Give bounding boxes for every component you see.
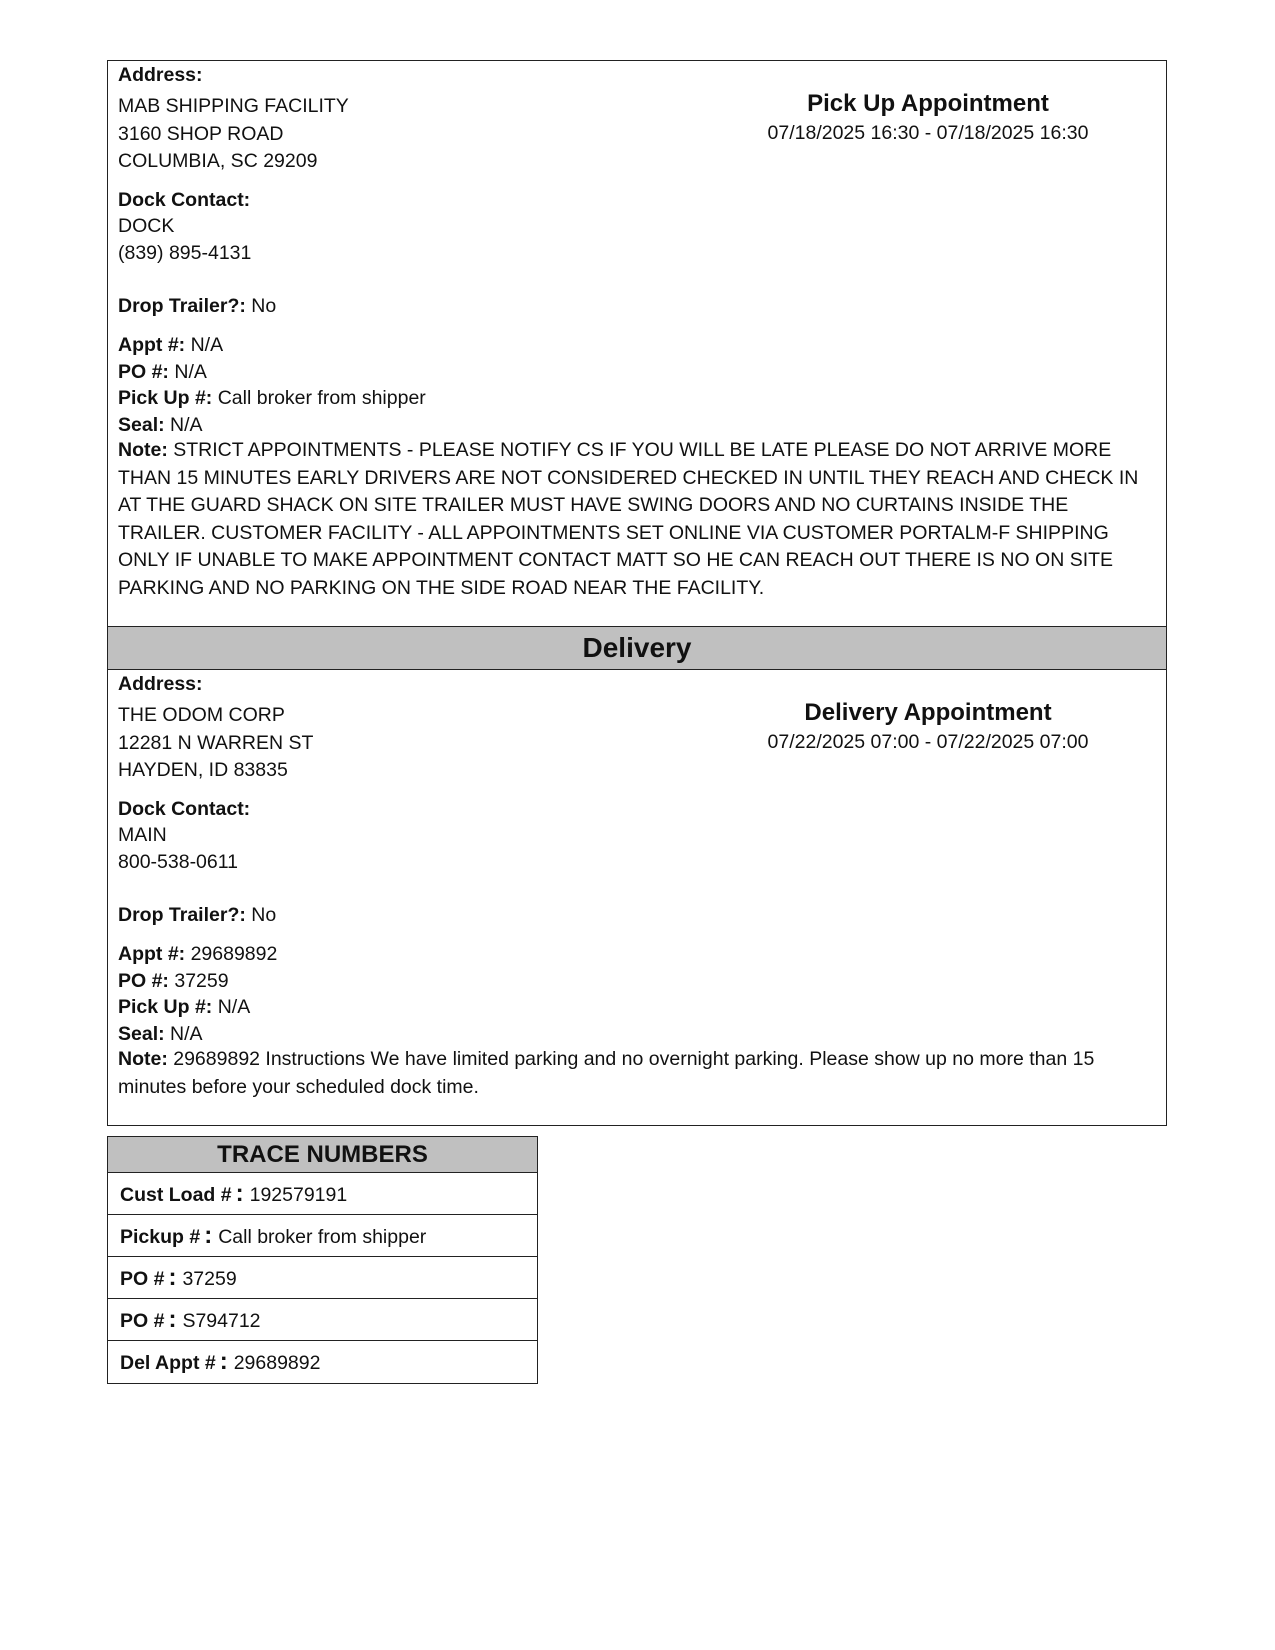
pickup-appt-number — [118, 331, 223, 359]
delivery-pickup-value: N/A — [212, 996, 251, 1018]
delivery-address-line-2: 12281 N WARREN ST — [118, 732, 314, 754]
pickup-address-line-2: 3160 SHOP ROAD — [118, 123, 284, 145]
trace-row-label: Del Appt # — [120, 1352, 216, 1374]
delivery-appt-label: Appt #: — [118, 943, 186, 965]
trace-row-label: PO # — [120, 1268, 165, 1290]
delivery-appointment — [748, 698, 1108, 756]
pickup-seal-value: N/A — [164, 414, 203, 436]
delivery-address-line-3: HAYDEN, ID 83835 — [118, 759, 288, 781]
trace-row-label: Cust Load # — [120, 1184, 232, 1206]
delivery-section — [108, 670, 1166, 1125]
delivery-section-header: Delivery — [108, 626, 1166, 670]
delivery-note — [118, 1046, 1156, 1101]
delivery-dock-contact-name: MAIN — [118, 824, 167, 846]
delivery-appt-value: 29689892 — [185, 943, 278, 965]
trace-numbers-table — [107, 1136, 538, 1384]
trace-row-value: 29689892 — [233, 1352, 321, 1374]
delivery-dock-contact-label: Dock Contact: — [118, 798, 251, 820]
pickup-drop-trailer-value: No — [245, 295, 277, 317]
delivery-appointment-title: Delivery Appointment — [804, 699, 1052, 726]
colon-glyph: : — [168, 1264, 177, 1291]
stops-box — [107, 60, 1167, 1126]
trace-numbers-title: TRACE NUMBERS — [108, 1137, 537, 1173]
pickup-appointment-time: 07/18/2025 16:30 - 07/18/2025 16:30 — [767, 122, 1089, 144]
pickup-address-label: Address: — [118, 64, 203, 86]
delivery-pickup-number — [118, 993, 250, 1021]
trace-row-label: PO # — [120, 1310, 165, 1332]
pickup-address-line-1: MAB SHIPPING FACILITY — [118, 95, 349, 117]
pickup-note-value: STRICT APPOINTMENTS - PLEASE NOTIFY CS IF YOU WILL BE LATE PLEASE DO NOT ARRIVE MORE THAN 15 MINUTES EARLY DRIVERS ARE NOT CONSIDERED CHECKED IN UNTIL THEY REACH AND CHECK IN AT THE GUARD SHACK ON SITE TRAILER MUST HAVE SWING DOORS AND NO CURTAINS INSIDE THE TRAILER. CUSTOMER FACILITY - ALL APPOINTMENTS SET ONLINE VIA CUSTOMER PORTALM-F SHIPPING ONLY IF UNABLE TO MAKE APPOINTMENT CONTACT MATT SO HE CAN REACH OUT THERE IS NO ON SITE PARKING AND NO PARKING ON THE SIDE ROAD NEAR THE FACILITY. — [118, 439, 1139, 599]
colon-glyph: : — [219, 1348, 228, 1375]
delivery-dock-contact-phone: 800-538-0611 — [118, 851, 238, 873]
pickup-section — [108, 61, 1166, 626]
delivery-appt-number — [118, 940, 277, 968]
pickup-pickup-label: Pick Up #: — [118, 387, 213, 409]
delivery-seal-value: N/A — [164, 1023, 203, 1045]
pickup-address-line-3: COLUMBIA, SC 29209 — [118, 150, 318, 172]
delivery-note-value: 29689892 Instructions We have limited parking and no overnight parking. Please show up no more than 15 minutes before your scheduled dock time. — [118, 1048, 1095, 1098]
pickup-appt-label: Appt #: — [118, 334, 186, 356]
delivery-drop-trailer-value: No — [245, 904, 277, 926]
delivery-appointment-time: 07/22/2025 07:00 - 07/22/2025 07:00 — [767, 731, 1089, 753]
pickup-pickup-value: Call broker from shipper — [212, 387, 426, 409]
pickup-seal-label: Seal: — [118, 414, 165, 436]
delivery-seal-label: Seal: — [118, 1023, 165, 1045]
trace-row-value: 192579191 — [249, 1184, 348, 1206]
colon-glyph: : — [235, 1180, 244, 1207]
delivery-seal — [118, 1020, 203, 1048]
pickup-note-label: Note: — [118, 439, 168, 461]
trace-row — [108, 1257, 537, 1299]
trace-row-label: Pickup # — [120, 1226, 201, 1248]
pickup-po-value: N/A — [168, 361, 207, 383]
delivery-address-line-1: THE ODOM CORP — [118, 704, 285, 726]
delivery-po-value: 37259 — [168, 970, 229, 992]
trace-row-value: Call broker from shipper — [218, 1226, 427, 1248]
delivery-note-label: Note: — [118, 1048, 168, 1070]
pickup-appt-value: N/A — [185, 334, 224, 356]
trace-row — [108, 1299, 537, 1341]
trace-row — [108, 1215, 537, 1257]
pickup-po-label: PO #: — [118, 361, 169, 383]
trace-row — [108, 1341, 537, 1383]
pickup-appointment-title: Pick Up Appointment — [807, 90, 1049, 117]
pickup-note — [118, 437, 1156, 602]
pickup-dock-contact-phone: (839) 895-4131 — [118, 242, 252, 264]
pickup-drop-trailer-label: Drop Trailer?: — [118, 295, 246, 317]
trace-row-value: 37259 — [182, 1268, 237, 1290]
pickup-appointment — [748, 89, 1108, 147]
pickup-dock-contact-label: Dock Contact: — [118, 189, 251, 211]
pickup-seal — [118, 411, 203, 439]
delivery-po-number — [118, 967, 229, 995]
colon-glyph: : — [204, 1222, 213, 1249]
delivery-pickup-label: Pick Up #: — [118, 996, 213, 1018]
colon-glyph: : — [168, 1306, 177, 1333]
pickup-dock-contact-name: DOCK — [118, 215, 175, 237]
delivery-po-label: PO #: — [118, 970, 169, 992]
delivery-address-label: Address: — [118, 673, 203, 695]
trace-row — [108, 1173, 537, 1215]
pickup-drop-trailer — [118, 292, 276, 320]
delivery-drop-trailer-label: Drop Trailer?: — [118, 904, 246, 926]
trace-row-value: S794712 — [182, 1310, 261, 1332]
delivery-drop-trailer — [118, 901, 276, 929]
pickup-po-number — [118, 358, 207, 386]
pickup-pickup-number — [118, 384, 426, 412]
